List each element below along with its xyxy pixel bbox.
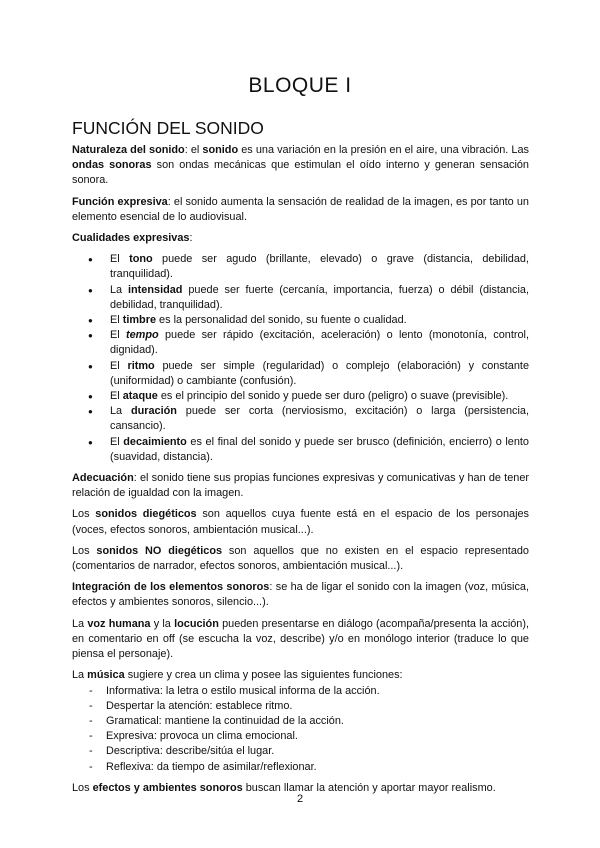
term: Adecuación [72, 472, 134, 485]
list-item [72, 328, 529, 358]
list-item: - Informativa: la letra o estilo musical informa de la acción. [72, 684, 529, 699]
term: tono [129, 253, 153, 266]
text: pueden presentarse en diálogo (acompaña/presenta la acción), en comentario en off (se escucha la voz, describe) y/o en monólogo interior (traduce lo que piensa el personaje). [72, 617, 530, 661]
list-item [72, 359, 529, 389]
term: ondas sonoras [72, 159, 152, 172]
text: La [72, 669, 88, 682]
list-item [72, 313, 529, 328]
page-title: BLOQUE I [248, 74, 352, 97]
text: Los [72, 544, 97, 557]
paragraph-non-diegetic [72, 544, 529, 574]
text: puede ser fuerte (cercanía, importancia, fuerza) o débil (distancia, debilidad, tranquilidad). [110, 283, 529, 311]
text: El [110, 359, 128, 372]
page-number: 2 [296, 793, 304, 805]
text: son ondas mecánicas que estimulan el oído interno y generan sensación sonora. [72, 159, 529, 187]
term: efectos y ambientes sonoros [92, 781, 243, 794]
text: y la [150, 617, 175, 630]
text: son aquellos cuya fuente está en el espacio de los personajes (voces, efectos sonoros, ambientación musical...). [72, 508, 529, 536]
list-item: - Gramatical: mantiene la continuidad de la acción. [72, 714, 529, 729]
text: es el final del sonido y puede ser brusco (definición, encierro) o lento (suavidad, distancia). [110, 435, 529, 463]
music-functions-list [72, 684, 529, 775]
text: La [110, 405, 131, 418]
term: Función expresiva [72, 195, 168, 208]
list-item [72, 252, 529, 282]
term: timbre [122, 314, 157, 327]
qualities-list [72, 252, 529, 465]
list-item: - Despertar la atención: establece ritmo. [72, 699, 529, 714]
text: es la personalidad del sonido, su fuente o cualidad. [156, 314, 407, 327]
text: : el sonido tiene sus propias funciones expresivas y comunicativas y han de tener relación de igualdad con la imagen. [72, 472, 529, 500]
paragraph-qualities-heading [72, 231, 529, 246]
paragraph-adequacy [72, 471, 529, 501]
term: tempo [126, 329, 159, 342]
term: sonido [202, 144, 239, 156]
term: sonidos NO diegéticos [96, 544, 223, 557]
list-item: - Reflexiva: da tiempo de asimilar/reflexionar. [72, 760, 529, 775]
text: Los [72, 781, 93, 794]
term: ritmo [127, 359, 155, 372]
list-item [72, 404, 529, 434]
text: puede ser agudo (brillante, elevado) o grave (distancia, debilidad, tranquilidad). [110, 253, 529, 281]
text: : el sonido aumenta la sensación de realidad de la imagen, es por tanto un elemento esencial de lo audiovisual. [72, 195, 529, 223]
term: intensidad [128, 283, 183, 296]
text: La [110, 283, 128, 296]
paragraph-diegetic [72, 507, 529, 537]
text: El [110, 329, 126, 342]
list-item [72, 283, 529, 313]
paragraph-voice [72, 617, 529, 663]
document-body [72, 143, 529, 802]
text: El [110, 435, 124, 448]
list-item: - Descriptiva: describe/sitúa el lugar. [72, 744, 529, 759]
paragraph-expressive-function [72, 195, 529, 225]
term: ataque [122, 390, 158, 403]
list-item: - Expresiva: provoca un clima emocional. [72, 729, 529, 744]
text: El [110, 314, 123, 327]
text: Los [72, 508, 96, 521]
term: locución [174, 617, 219, 630]
term: duración [130, 405, 177, 418]
text: : el [184, 144, 203, 156]
section-title: FUNCIÓN DEL SONIDO [72, 118, 264, 138]
term: decaimiento [123, 435, 187, 448]
text: La [72, 617, 88, 630]
text: sugiere y crea un clima y posee las siguientes funciones: [124, 669, 403, 682]
text: puede ser rápido (excitación, aceleración) o lento (monotonía, control, dignidad). [110, 329, 530, 357]
term: Cualidades expresivas [72, 232, 190, 245]
list-item [72, 435, 529, 465]
paragraph-integration [72, 580, 529, 610]
paragraph-music [72, 668, 529, 683]
term: sonidos diegéticos [95, 508, 197, 521]
text: son aquellos que no existen en el espacio representado (comentarios de narrador, efectos sonoros, ambientación musical...). [72, 544, 529, 573]
text: El [110, 390, 123, 403]
term: voz humana [87, 617, 151, 630]
paragraph-nature [72, 143, 529, 189]
text: El [110, 253, 130, 266]
text: buscan llamar la atención y aportar mayor realismo. [242, 781, 496, 794]
list-item [72, 389, 529, 404]
text: puede ser corta (nerviosismo, excitación) o larga (persistencia, cansancio). [110, 405, 529, 433]
text: : se ha de ligar el sonido con la imagen (voz, música, efectos y ambientes sonoros, silencio...). [72, 581, 529, 609]
text: es una variación en la presión en el aire, una vibración. Las [238, 144, 529, 156]
text: es el principio del sonido y puede ser duro (peligro) o suave (previsible). [157, 390, 509, 403]
text: : [189, 232, 193, 245]
term: música [87, 669, 125, 682]
term: Integración de los elementos sonoros [72, 581, 270, 594]
term: Naturaleza del sonido [72, 144, 185, 156]
text: puede ser simple (regularidad) o complejo (elaboración) y constante (uniformidad) o cambiante (confusión). [110, 359, 530, 387]
